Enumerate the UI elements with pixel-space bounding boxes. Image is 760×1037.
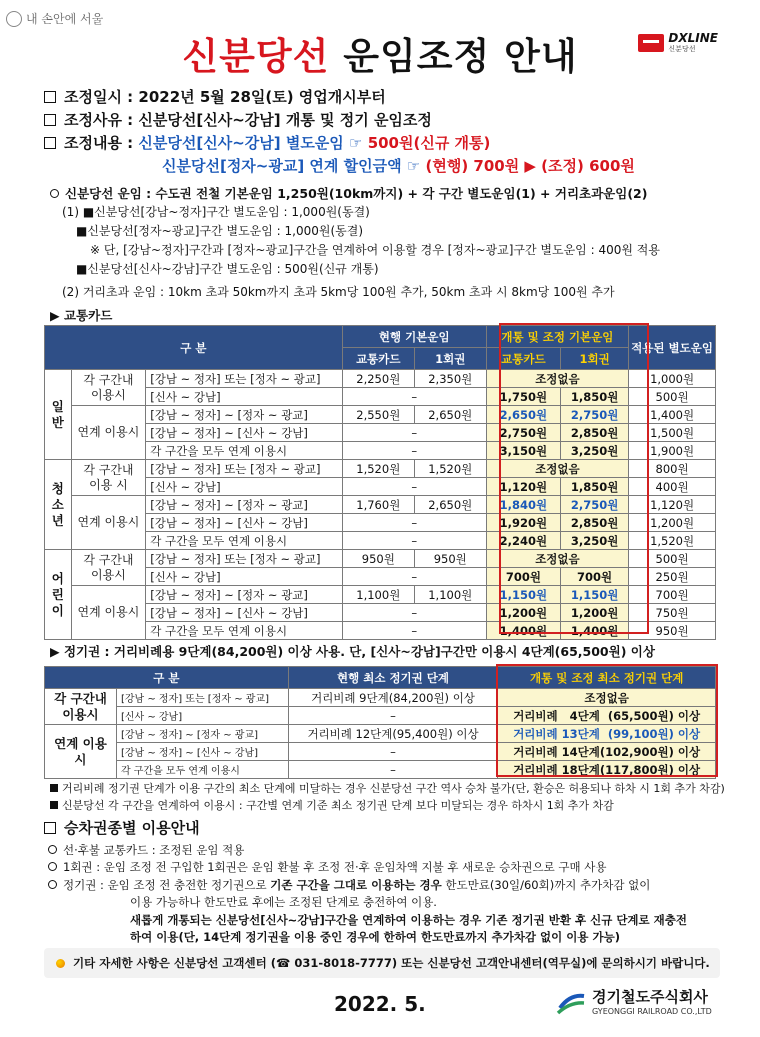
current-single-cell: 2,650원 [414, 496, 486, 514]
fare-note-1a: (1) ■신분당선[강남~정자]구간 별도운임 : 1,000원(동결) [62, 205, 370, 219]
table-row [45, 424, 716, 442]
category-label: 어린이 [51, 570, 64, 618]
pass-header-current: 현행 최소 정기권 단계 [288, 667, 498, 689]
info-content-line2-blue: 신분당선[정자~광교] 연계 할인금액 ☞ [162, 157, 426, 175]
fare-note-1d: ■신분당선[신사~강남]구간 별도운임 : 500원(신규 개통) [76, 262, 379, 276]
ticket-guide-title [44, 820, 734, 838]
pass-adjusted-cell: 거리비례 4단계 (65,500원) 이상 [498, 707, 716, 725]
applied-extra-cell: 1,400원 [629, 406, 716, 424]
info-date [44, 86, 744, 109]
adjusted-card-cell: 1,120원 [486, 478, 560, 496]
subcategory-cell [71, 460, 146, 496]
pass-fare-table [44, 666, 716, 779]
current-fare-cell: – [342, 622, 486, 640]
table-row [45, 707, 716, 725]
subcategory-label: 연계 이용시 [77, 515, 140, 529]
table-row [45, 532, 716, 550]
table-row [45, 496, 716, 514]
table-row [45, 388, 716, 406]
square-bullet-icon [50, 801, 58, 809]
table-row [45, 460, 716, 478]
fare-note-1c: ※ 단, [강남~정자]구간과 [정자~광교]구간을 연계하여 이용할 경우 [정자~광교]구간 별도운임 : 400원 적용 [90, 243, 660, 257]
pass-subcategory-cell [45, 725, 117, 779]
dxline-sub: 신분당선 [668, 45, 696, 53]
bullet-dot-icon [56, 959, 65, 968]
checkbox-square-icon [44, 822, 56, 834]
current-single-cell: 1,520원 [414, 460, 486, 478]
pass-adjusted-cell: 거리비례 18단계(117,800원) 이상 [498, 761, 716, 779]
header-applied: 적용된 별도운임 [629, 326, 716, 370]
pass-note-2 [50, 797, 725, 814]
pass-header-row [45, 667, 716, 689]
adjusted-card-cell: 2,650원 [486, 406, 560, 424]
adjusted-single-cell: 700원 [561, 568, 629, 586]
header-current-card: 교통카드 [342, 348, 414, 370]
adjusted-single-cell: 2,750원 [561, 496, 629, 514]
current-fare-cell: – [342, 532, 486, 550]
adjusted-fare-cell: 조정없음 [486, 460, 628, 478]
subcategory-label: 연계 이용시 [77, 605, 140, 619]
applied-extra-cell: 1,000원 [629, 370, 716, 388]
table-row [45, 514, 716, 532]
current-fare-cell: – [342, 424, 486, 442]
seoul-logo-icon [6, 11, 22, 27]
section-cell: [강남 ~ 정자] 또는 [정자 ~ 광교] [146, 370, 343, 388]
adjusted-card-cell: 2,240원 [486, 532, 560, 550]
applied-extra-cell: 500원 [629, 550, 716, 568]
circle-bullet-icon [50, 189, 59, 198]
table-row [45, 725, 716, 743]
pass-section-cell: 각 구간을 모두 연계 이용시 [116, 761, 288, 779]
section-cell: [강남 ~ 정자] ~ [신사 ~ 강남] [146, 424, 343, 442]
subcategory-label: 각 구간내 이용 시 [83, 462, 134, 492]
adjusted-single-cell: 2,850원 [561, 514, 629, 532]
pass-notes [50, 780, 725, 814]
adjusted-fare-cell: 조정없음 [486, 550, 628, 568]
ticket-r2: 1회권 : 운임 조정 전 구입한 1회권은 운임 환불 후 조정 전·후 운임차액 지불 후 새로운 승차권으로 구매 사용 [63, 860, 607, 874]
card-section-title: ▶ 교통카드 [50, 308, 113, 323]
info-content-prefix: 조정내용 : [64, 134, 139, 152]
ticket-r1: 선·후불 교통카드 : 조정된 운임 적용 [63, 842, 245, 857]
pass-section-title: ▶ 정기권 : 거리비례용 9단계(84,200원) 이상 사용. 단, [신사~강남]구간만 이용시 4단계(65,500원) 이상 [50, 644, 655, 659]
info-content [44, 132, 744, 155]
page-title [0, 26, 760, 80]
table-row [45, 604, 716, 622]
info-reason-text: 조정사유 : 신분당선[신사~강남] 개통 및 정기 운임조정 [64, 111, 432, 129]
table-row [45, 568, 716, 586]
current-fare-cell: – [342, 388, 486, 406]
pass-section-cell: [신사 ~ 강남] [116, 707, 288, 725]
info-content-line1-red: 500원(신규 개통) [367, 134, 491, 152]
adjusted-single-cell: 1,850원 [561, 478, 629, 496]
adjusted-single-cell: 1,150원 [561, 586, 629, 604]
contact-text: 기타 자세한 사항은 신분당선 고객센터 (☎ 031-8018-7777) 또는 신분당선 고객안내센터(역무실)에 문의하시기 바랍니다. [73, 956, 710, 970]
fare-note-main [50, 184, 730, 203]
pass-adjusted-cell: 거리비례 14단계(102,900원) 이상 [498, 743, 716, 761]
pass-adjusted-cell: 거리비례 13단계 (99,100원) 이상 [498, 725, 716, 743]
circle-bullet-icon [48, 845, 57, 854]
current-fare-cell: – [342, 514, 486, 532]
checkbox-square-icon [44, 114, 56, 126]
pass-section-cell: [강남 ~ 정자] ~ [정자 ~ 광교] [116, 725, 288, 743]
adjusted-card-cell: 1,150원 [486, 586, 560, 604]
current-fare-cell: – [342, 478, 486, 496]
ticket-r3f: 하여 이용(단, 14단계 정기권을 이용 중인 경우에 한하여 한도만료까지 추가차감 없이 이용 가능) [130, 930, 620, 944]
ticket-guide [44, 820, 734, 947]
category-label: 일반 [51, 398, 64, 430]
subcategory-cell [71, 550, 146, 586]
current-card-cell: 1,760원 [342, 496, 414, 514]
table-row [45, 406, 716, 424]
company-logo [556, 988, 712, 1018]
title-black: 운임조정 안내 [343, 35, 578, 78]
pass-subcategory-cell [45, 689, 117, 725]
applied-extra-cell: 800원 [629, 460, 716, 478]
subcategory-cell [71, 586, 146, 640]
header-current-single: 1회권 [414, 348, 486, 370]
header-adjusted-card: 교통카드 [486, 348, 560, 370]
pass-adjusted-cell: 조정없음 [498, 689, 716, 707]
adjusted-card-cell: 1,840원 [486, 496, 560, 514]
subcategory-label: 연계 이용시 [77, 425, 140, 439]
info-content-line2-red: (현행) 700원 ▶ (조정) 600원 [425, 157, 635, 175]
section-cell: [신사 ~ 강남] [146, 478, 343, 496]
table-row [45, 689, 716, 707]
applied-extra-cell: 1,900원 [629, 442, 716, 460]
circle-bullet-icon [48, 880, 57, 889]
current-single-cell: 2,350원 [414, 370, 486, 388]
pass-header-gubun: 구 분 [45, 667, 289, 689]
pass-current-cell: 거리비례 12단계(95,400원) 이상 [288, 725, 498, 743]
header-adjusted-single: 1회권 [561, 348, 629, 370]
header-gubun: 구 분 [45, 326, 343, 370]
header-adjusted: 개통 및 조정 기본운임 [486, 326, 628, 348]
contact-banner [44, 948, 720, 978]
applied-extra-cell: 500원 [629, 388, 716, 406]
subcategory-label: 각 구간내 이용시 [83, 552, 134, 582]
subcategory-cell [71, 370, 146, 406]
adjusted-card-cell: 1,920원 [486, 514, 560, 532]
section-cell: 각 구간을 모두 연계 이용시 [146, 532, 343, 550]
adjusted-single-cell: 2,850원 [561, 424, 629, 442]
ticket-row-single [44, 859, 734, 877]
checkbox-square-icon [44, 137, 56, 149]
section-cell: [강남 ~ 정자] ~ [신사 ~ 강남] [146, 604, 343, 622]
section-cell: [강남 ~ 정자] ~ [정자 ~ 광교] [146, 496, 343, 514]
table-row [45, 550, 716, 568]
info-reason [44, 109, 744, 132]
ticket-row-card [44, 842, 734, 860]
company-name: 경기철도주식회사 [592, 988, 708, 1006]
fare-notes [50, 184, 730, 302]
section-cell: 각 구간을 모두 연계 이용시 [146, 442, 343, 460]
adjusted-card-cell: 3,150원 [486, 442, 560, 460]
card-fare-table [44, 325, 716, 640]
info-content-line2 [44, 155, 744, 178]
current-fare-cell: – [342, 604, 486, 622]
current-card-cell: 2,250원 [342, 370, 414, 388]
section-cell: 각 구간을 모두 연계 이용시 [146, 622, 343, 640]
ticket-r3e: 새롭게 개통되는 신분당선[신사~강남]구간을 연계하여 이용하는 경우 기존 정기권 반환 후 신규 단계로 재충전 [130, 912, 687, 927]
ticket-title-text: 승차권종별 이용안내 [64, 819, 200, 837]
section-cell: [강남 ~ 정자] 또는 [정자 ~ 광교] [146, 460, 343, 478]
table-row [45, 478, 716, 496]
pass-section-cell: [강남 ~ 정자] ~ [신사 ~ 강남] [116, 743, 288, 761]
adjusted-card-cell: 1,750원 [486, 388, 560, 406]
watermark [6, 10, 103, 27]
circle-bullet-icon [48, 862, 57, 871]
adjusted-single-cell: 2,750원 [561, 406, 629, 424]
pass-current-cell: – [288, 761, 498, 779]
category-cell [45, 550, 72, 640]
pass-note-2-text: 신분당선 각 구간을 연계하여 이용시 : 구간별 연계 기준 최소 정기권 단계 보다 미달되는 경우 하차시 1회 추가 차감 [62, 799, 614, 812]
ticket-row-pass [44, 877, 734, 895]
pass-subcategory-label: 연계 이용시 [54, 735, 107, 767]
fare-note-1b: ■신분당선[정자~광교]구간 별도운임 : 1,000원(동결) [76, 224, 364, 238]
category-cell [45, 460, 72, 550]
table-row [45, 761, 716, 779]
applied-extra-cell: 250원 [629, 568, 716, 586]
section-cell: [신사 ~ 강남] [146, 388, 343, 406]
table-row [45, 442, 716, 460]
checkbox-square-icon [44, 91, 56, 103]
pass-header-adjusted: 개통 및 조정 최소 정기권 단계 [498, 667, 716, 689]
current-card-cell: 2,550원 [342, 406, 414, 424]
current-single-cell: 1,100원 [414, 586, 486, 604]
info-block [44, 86, 744, 178]
adjusted-card-cell: 700원 [486, 568, 560, 586]
subcategory-label: 각 구간내 이용시 [83, 372, 134, 402]
subcategory-cell [71, 406, 146, 460]
pass-note-1 [50, 780, 725, 797]
current-card-cell: 1,520원 [342, 460, 414, 478]
fare-note-text: 신분당선 운임 : 수도권 전철 기본운임 1,250원(10km까지) + 각 구간 별도운임(1) + 거리초과운임(2) [65, 186, 648, 201]
applied-extra-cell: 950원 [629, 622, 716, 640]
applied-extra-cell: 1,120원 [629, 496, 716, 514]
ticket-r3d: 이용 가능하나 한도만료 후에는 조정된 단계로 충전하여 이용. [130, 895, 437, 909]
current-card-cell: 950원 [342, 550, 414, 568]
current-card-cell: 1,100원 [342, 586, 414, 604]
section-cell: [강남 ~ 정자] ~ [정자 ~ 광교] [146, 406, 343, 424]
table-row [45, 370, 716, 388]
applied-extra-cell: 750원 [629, 604, 716, 622]
adjusted-single-cell: 1,850원 [561, 388, 629, 406]
info-content-line1-blue: 신분당선[신사~강남] 별도운임 ☞ [138, 134, 368, 152]
adjusted-single-cell: 3,250원 [561, 532, 629, 550]
pass-note-1-text: 거리비례 정기권 단계가 이용 구간의 최소 단계에 미달하는 경우 신분당선 구간 역사 승차 불가(단, 환승은 허용되나 하차 시 1회 추가 차감) [62, 782, 725, 795]
card-header-row [45, 326, 716, 348]
watermark-text: 내 손안에 서울 [26, 12, 104, 26]
category-label: 청소년 [51, 480, 64, 528]
company-name-en: GYEONGGI RAILROAD CO.,LTD [592, 1007, 712, 1016]
section-cell: [신사 ~ 강남] [146, 568, 343, 586]
applied-extra-cell: 400원 [629, 478, 716, 496]
ticket-r3a: 정기권 : 운임 조정 전 충전한 정기권으로 [63, 877, 271, 892]
category-cell [45, 370, 72, 460]
pass-section-cell: [강남 ~ 정자] 또는 [정자 ~ 광교] [116, 689, 288, 707]
gyeonggi-railroad-logo-icon [556, 988, 586, 1018]
subcategory-cell [71, 496, 146, 550]
pass-subcategory-label: 각 구간내 이용시 [54, 690, 107, 722]
adjusted-single-cell: 3,250원 [561, 442, 629, 460]
table-row [45, 586, 716, 604]
header-current: 현행 기본운임 [342, 326, 486, 348]
applied-extra-cell: 700원 [629, 586, 716, 604]
table-row [45, 743, 716, 761]
adjusted-card-cell: 2,750원 [486, 424, 560, 442]
adjusted-card-cell: 1,200원 [486, 604, 560, 622]
adjusted-card-cell: 1,400원 [486, 622, 560, 640]
issue-date: 2022. 5. [334, 992, 426, 1016]
pass-current-cell: – [288, 707, 498, 725]
table-row [45, 622, 716, 640]
fare-note-2: (2) 거리초과 운임 : 10km 초과 50km까지 초과 5km당 100원 추가, 50km 초과 시 8km당 100원 추가 [62, 285, 615, 299]
current-single-cell: 2,650원 [414, 406, 486, 424]
pass-current-cell: – [288, 743, 498, 761]
applied-extra-cell: 1,520원 [629, 532, 716, 550]
section-cell: [강남 ~ 정자] 또는 [정자 ~ 광교] [146, 550, 343, 568]
section-cell: [강남 ~ 정자] ~ [신사 ~ 강남] [146, 514, 343, 532]
title-red: 신분당선 [182, 35, 330, 78]
ticket-r3b: 기존 구간을 그대로 이용하는 경우 [270, 877, 442, 892]
info-date-text: 조정일시 : 2022년 5월 28일(토) 영업개시부터 [64, 88, 386, 106]
current-fare-cell: – [342, 442, 486, 460]
adjusted-single-cell: 1,400원 [561, 622, 629, 640]
ticket-r3c: 한도만료(30일/60회)까지 추가차감 없이 [441, 877, 651, 892]
applied-extra-cell: 1,200원 [629, 514, 716, 532]
section-cell: [강남 ~ 정자] ~ [정자 ~ 광교] [146, 586, 343, 604]
dxline-label: DXLINE [668, 31, 718, 45]
applied-extra-cell: 1,500원 [629, 424, 716, 442]
pass-current-cell: 거리비례 9단계(84,200원) 이상 [288, 689, 498, 707]
square-bullet-icon [50, 784, 58, 792]
adjusted-fare-cell: 조정없음 [486, 370, 628, 388]
adjusted-single-cell: 1,200원 [561, 604, 629, 622]
current-fare-cell: – [342, 568, 486, 586]
current-single-cell: 950원 [414, 550, 486, 568]
